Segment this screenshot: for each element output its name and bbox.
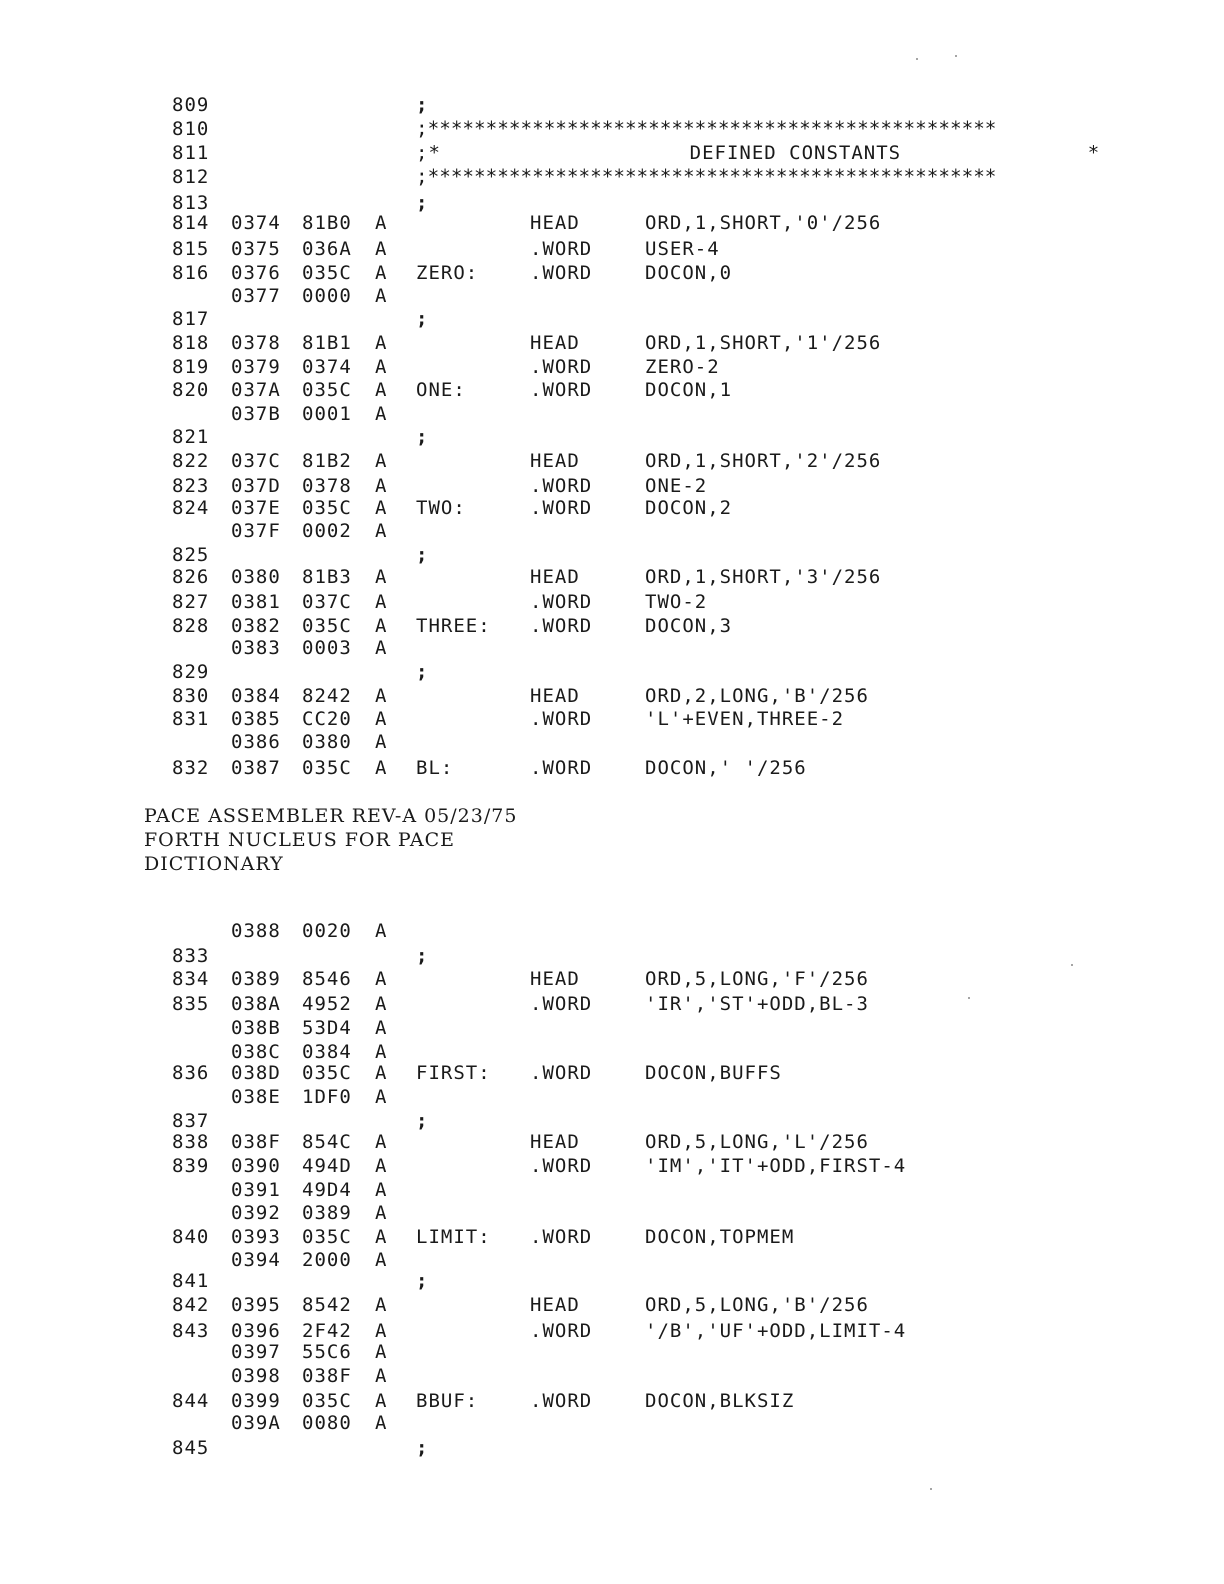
- opcode: HEAD: [530, 212, 580, 234]
- opcode: .WORD: [530, 1155, 593, 1177]
- object-code: 035C: [302, 1226, 352, 1248]
- source-label: LIMIT:: [416, 1226, 491, 1248]
- object-code: 854C: [302, 1131, 352, 1153]
- opcode: .WORD: [530, 475, 593, 497]
- relocation-flag: A: [375, 968, 388, 990]
- address: 037E: [231, 497, 281, 519]
- relocation-flag: A: [375, 1086, 388, 1108]
- relocation-flag: A: [375, 238, 388, 260]
- object-code: 035C: [302, 497, 352, 519]
- relocation-flag: A: [375, 685, 388, 707]
- object-code: 53D4: [302, 1017, 352, 1039]
- line-number: 817: [172, 308, 210, 330]
- source-label: BL:: [416, 757, 454, 779]
- address: 038E: [231, 1086, 281, 1108]
- line-number: 818: [172, 332, 210, 354]
- object-code: 037C: [302, 591, 352, 613]
- operand: DOCON,BUFFS: [645, 1062, 782, 1084]
- relocation-flag: A: [375, 731, 388, 753]
- line-number: 811: [172, 142, 210, 164]
- address: 037D: [231, 475, 281, 497]
- address: 0398: [231, 1365, 281, 1387]
- address: 0399: [231, 1390, 281, 1412]
- operand: 'IR','ST'+ODD,BL-3: [645, 993, 869, 1015]
- line-number: 825: [172, 544, 210, 566]
- operand: ORD,1,SHORT,'2'/256: [645, 450, 882, 472]
- operand: ONE-2: [645, 475, 708, 497]
- object-code: 81B0: [302, 212, 352, 234]
- opcode: .WORD: [530, 262, 593, 284]
- relocation-flag: A: [375, 403, 388, 425]
- relocation-flag: A: [375, 591, 388, 613]
- relocation-flag: A: [375, 1341, 388, 1363]
- opcode: .WORD: [530, 615, 593, 637]
- line-number: 827: [172, 591, 210, 613]
- operand: DOCON,2: [645, 497, 733, 519]
- operand: USER-4: [645, 238, 720, 260]
- relocation-flag: A: [375, 993, 388, 1015]
- opcode: HEAD: [530, 450, 580, 472]
- relocation-flag: A: [375, 1320, 388, 1342]
- address: 0386: [231, 731, 281, 753]
- line-number: 819: [172, 356, 210, 378]
- operand: ORD,5,LONG,'F'/256: [645, 968, 869, 990]
- address: 0377: [231, 285, 281, 307]
- address: 0394: [231, 1249, 281, 1271]
- address: 0383: [231, 637, 281, 659]
- address: 0384: [231, 685, 281, 707]
- line-number: 836: [172, 1062, 210, 1084]
- line-number: 826: [172, 566, 210, 588]
- opcode: .WORD: [530, 379, 593, 401]
- opcode: HEAD: [530, 1131, 580, 1153]
- line-number: 812: [172, 166, 210, 188]
- line-number: 842: [172, 1294, 210, 1316]
- object-code: 49D4: [302, 1179, 352, 1201]
- line-number: 809: [172, 94, 210, 116]
- object-code: 0389: [302, 1202, 352, 1224]
- source-label: FIRST:: [416, 1062, 491, 1084]
- address: 038F: [231, 1131, 281, 1153]
- object-code: 0020: [302, 920, 352, 942]
- comment: ;: [416, 192, 429, 214]
- object-code: 8546: [302, 968, 352, 990]
- address: 039A: [231, 1412, 281, 1434]
- line-number: 828: [172, 615, 210, 637]
- address: 0380: [231, 566, 281, 588]
- line-number: 841: [172, 1270, 210, 1292]
- comment: ;: [416, 1270, 429, 1292]
- relocation-flag: A: [375, 1412, 388, 1434]
- object-code: 0080: [302, 1412, 352, 1434]
- scan-speck: [916, 58, 918, 60]
- relocation-flag: A: [375, 356, 388, 378]
- object-code: 81B2: [302, 450, 352, 472]
- relocation-flag: A: [375, 566, 388, 588]
- operand: DOCON,' '/256: [645, 757, 807, 779]
- object-code: 035C: [302, 615, 352, 637]
- address: 037C: [231, 450, 281, 472]
- opcode: .WORD: [530, 591, 593, 613]
- line-number: 815: [172, 238, 210, 260]
- address: 0396: [231, 1320, 281, 1342]
- opcode: HEAD: [530, 968, 580, 990]
- operand: ORD,1,SHORT,'0'/256: [645, 212, 882, 234]
- relocation-flag: A: [375, 285, 388, 307]
- relocation-flag: A: [375, 475, 388, 497]
- operand: ORD,1,SHORT,'1'/256: [645, 332, 882, 354]
- opcode: .WORD: [530, 356, 593, 378]
- comment: ;: [416, 308, 429, 330]
- opcode: .WORD: [530, 238, 593, 260]
- address: 038A: [231, 993, 281, 1015]
- address: 0393: [231, 1226, 281, 1248]
- operand: DOCON,3: [645, 615, 733, 637]
- line-number: 831: [172, 708, 210, 730]
- line-number: 820: [172, 379, 210, 401]
- relocation-flag: A: [375, 497, 388, 519]
- opcode: .WORD: [530, 1320, 593, 1342]
- relocation-flag: A: [375, 450, 388, 472]
- section-title-comment: ;* DEFINED CONSTANTS *: [416, 142, 1101, 164]
- object-code: 0000: [302, 285, 352, 307]
- opcode: .WORD: [530, 708, 593, 730]
- address: 0381: [231, 591, 281, 613]
- relocation-flag: A: [375, 757, 388, 779]
- relocation-flag: A: [375, 637, 388, 659]
- line-number: 840: [172, 1226, 210, 1248]
- operand: ORD,1,SHORT,'3'/256: [645, 566, 882, 588]
- line-number: 833: [172, 945, 210, 967]
- line-number: 839: [172, 1155, 210, 1177]
- object-code: 494D: [302, 1155, 352, 1177]
- operand: TWO-2: [645, 591, 708, 613]
- line-number: 832: [172, 757, 210, 779]
- object-code: 2000: [302, 1249, 352, 1271]
- address: 0387: [231, 757, 281, 779]
- object-code: 0001: [302, 403, 352, 425]
- line-number: 822: [172, 450, 210, 472]
- line-number: 845: [172, 1437, 210, 1459]
- operand: '/B','UF'+ODD,LIMIT-4: [645, 1320, 907, 1342]
- relocation-flag: A: [375, 708, 388, 730]
- scan-speck: [930, 1488, 932, 1490]
- object-code: 55C6: [302, 1341, 352, 1363]
- relocation-flag: A: [375, 212, 388, 234]
- object-code: 035C: [302, 757, 352, 779]
- relocation-flag: A: [375, 1226, 388, 1248]
- line-number: 814: [172, 212, 210, 234]
- object-code: 1DF0: [302, 1086, 352, 1108]
- object-code: 0378: [302, 475, 352, 497]
- comment: ;: [416, 1110, 429, 1132]
- page-header-line-2: FORTH NUCLEUS FOR PACE: [144, 829, 456, 851]
- operand: ORD,5,LONG,'B'/256: [645, 1294, 869, 1316]
- address: 0389: [231, 968, 281, 990]
- relocation-flag: A: [375, 1179, 388, 1201]
- comment-rule: ;*************************************************: [416, 117, 997, 140]
- address: 0385: [231, 708, 281, 730]
- relocation-flag: A: [375, 1017, 388, 1039]
- operand: 'IM','IT'+ODD,FIRST-4: [645, 1155, 907, 1177]
- operand: ORD,2,LONG,'B'/256: [645, 685, 869, 707]
- operand: DOCON,1: [645, 379, 733, 401]
- address: 0388: [231, 920, 281, 942]
- source-label: ZERO:: [416, 262, 479, 284]
- page-header-line-1: PACE ASSEMBLER REV-A 05/23/75: [144, 805, 518, 827]
- object-code: 035C: [302, 262, 352, 284]
- line-number: 844: [172, 1390, 210, 1412]
- address: 0379: [231, 356, 281, 378]
- line-number: 823: [172, 475, 210, 497]
- address: 0382: [231, 615, 281, 637]
- line-number: 816: [172, 262, 210, 284]
- opcode: HEAD: [530, 1294, 580, 1316]
- source-label: THREE:: [416, 615, 491, 637]
- source-label: BBUF:: [416, 1390, 479, 1412]
- object-code: 0380: [302, 731, 352, 753]
- address: 0397: [231, 1341, 281, 1363]
- opcode: HEAD: [530, 685, 580, 707]
- line-number: 813: [172, 192, 210, 214]
- address: 037B: [231, 403, 281, 425]
- address: 038D: [231, 1062, 281, 1084]
- line-number: 838: [172, 1131, 210, 1153]
- line-number: 829: [172, 661, 210, 683]
- relocation-flag: A: [375, 379, 388, 401]
- opcode: .WORD: [530, 497, 593, 519]
- address: 037F: [231, 520, 281, 542]
- line-number: 830: [172, 685, 210, 707]
- source-label: TWO:: [416, 497, 466, 519]
- line-number: 810: [172, 118, 210, 140]
- object-code: 8242: [302, 685, 352, 707]
- opcode: .WORD: [530, 1390, 593, 1412]
- comment: ;: [416, 94, 429, 116]
- relocation-flag: A: [375, 1249, 388, 1271]
- address: 0392: [231, 1202, 281, 1224]
- address: 0390: [231, 1155, 281, 1177]
- object-code: 036A: [302, 238, 352, 260]
- object-code: 0384: [302, 1041, 352, 1063]
- relocation-flag: A: [375, 1294, 388, 1316]
- address: 0375: [231, 238, 281, 260]
- opcode: HEAD: [530, 566, 580, 588]
- opcode: .WORD: [530, 1226, 593, 1248]
- object-code: 038F: [302, 1365, 352, 1387]
- comment: ;: [416, 544, 429, 566]
- page-header-line-3: DICTIONARY: [144, 853, 284, 875]
- comment: ;: [416, 661, 429, 683]
- line-number: 824: [172, 497, 210, 519]
- operand: DOCON,0: [645, 262, 733, 284]
- opcode: HEAD: [530, 332, 580, 354]
- source-label: ONE:: [416, 379, 466, 401]
- relocation-flag: A: [375, 332, 388, 354]
- opcode: .WORD: [530, 993, 593, 1015]
- scan-speck: [955, 55, 957, 57]
- object-code: CC20: [302, 708, 352, 730]
- address: 0374: [231, 212, 281, 234]
- operand: ZERO-2: [645, 356, 720, 378]
- scan-speck: [968, 997, 970, 999]
- line-number: 835: [172, 993, 210, 1015]
- relocation-flag: A: [375, 262, 388, 284]
- opcode: .WORD: [530, 757, 593, 779]
- relocation-flag: A: [375, 1202, 388, 1224]
- address: 037A: [231, 379, 281, 401]
- operand: ORD,5,LONG,'L'/256: [645, 1131, 869, 1153]
- object-code: 81B3: [302, 566, 352, 588]
- comment: ;: [416, 945, 429, 967]
- object-code: 8542: [302, 1294, 352, 1316]
- object-code: 035C: [302, 1390, 352, 1412]
- operand: DOCON,BLKSIZ: [645, 1390, 795, 1412]
- address: 038B: [231, 1017, 281, 1039]
- relocation-flag: A: [375, 1041, 388, 1063]
- comment: ;: [416, 1437, 429, 1459]
- object-code: 035C: [302, 379, 352, 401]
- relocation-flag: A: [375, 1390, 388, 1412]
- relocation-flag: A: [375, 1155, 388, 1177]
- relocation-flag: A: [375, 1062, 388, 1084]
- opcode: .WORD: [530, 1062, 593, 1084]
- address: 0378: [231, 332, 281, 354]
- relocation-flag: A: [375, 615, 388, 637]
- relocation-flag: A: [375, 1131, 388, 1153]
- object-code: 0003: [302, 637, 352, 659]
- address: 0376: [231, 262, 281, 284]
- object-code: 81B1: [302, 332, 352, 354]
- address: 038C: [231, 1041, 281, 1063]
- object-code: 0002: [302, 520, 352, 542]
- address: 0395: [231, 1294, 281, 1316]
- line-number: 837: [172, 1110, 210, 1132]
- relocation-flag: A: [375, 1365, 388, 1387]
- relocation-flag: A: [375, 920, 388, 942]
- operand: 'L'+EVEN,THREE-2: [645, 708, 845, 730]
- line-number: 834: [172, 968, 210, 990]
- object-code: 2F42: [302, 1320, 352, 1342]
- line-number: 821: [172, 426, 210, 448]
- address: 0391: [231, 1179, 281, 1201]
- object-code: 035C: [302, 1062, 352, 1084]
- object-code: 4952: [302, 993, 352, 1015]
- operand: DOCON,TOPMEM: [645, 1226, 795, 1248]
- object-code: 0374: [302, 356, 352, 378]
- comment-rule: ;*************************************************: [416, 165, 997, 188]
- relocation-flag: A: [375, 520, 388, 542]
- comment: ;: [416, 426, 429, 448]
- scan-speck: [1071, 964, 1073, 966]
- line-number: 843: [172, 1320, 210, 1342]
